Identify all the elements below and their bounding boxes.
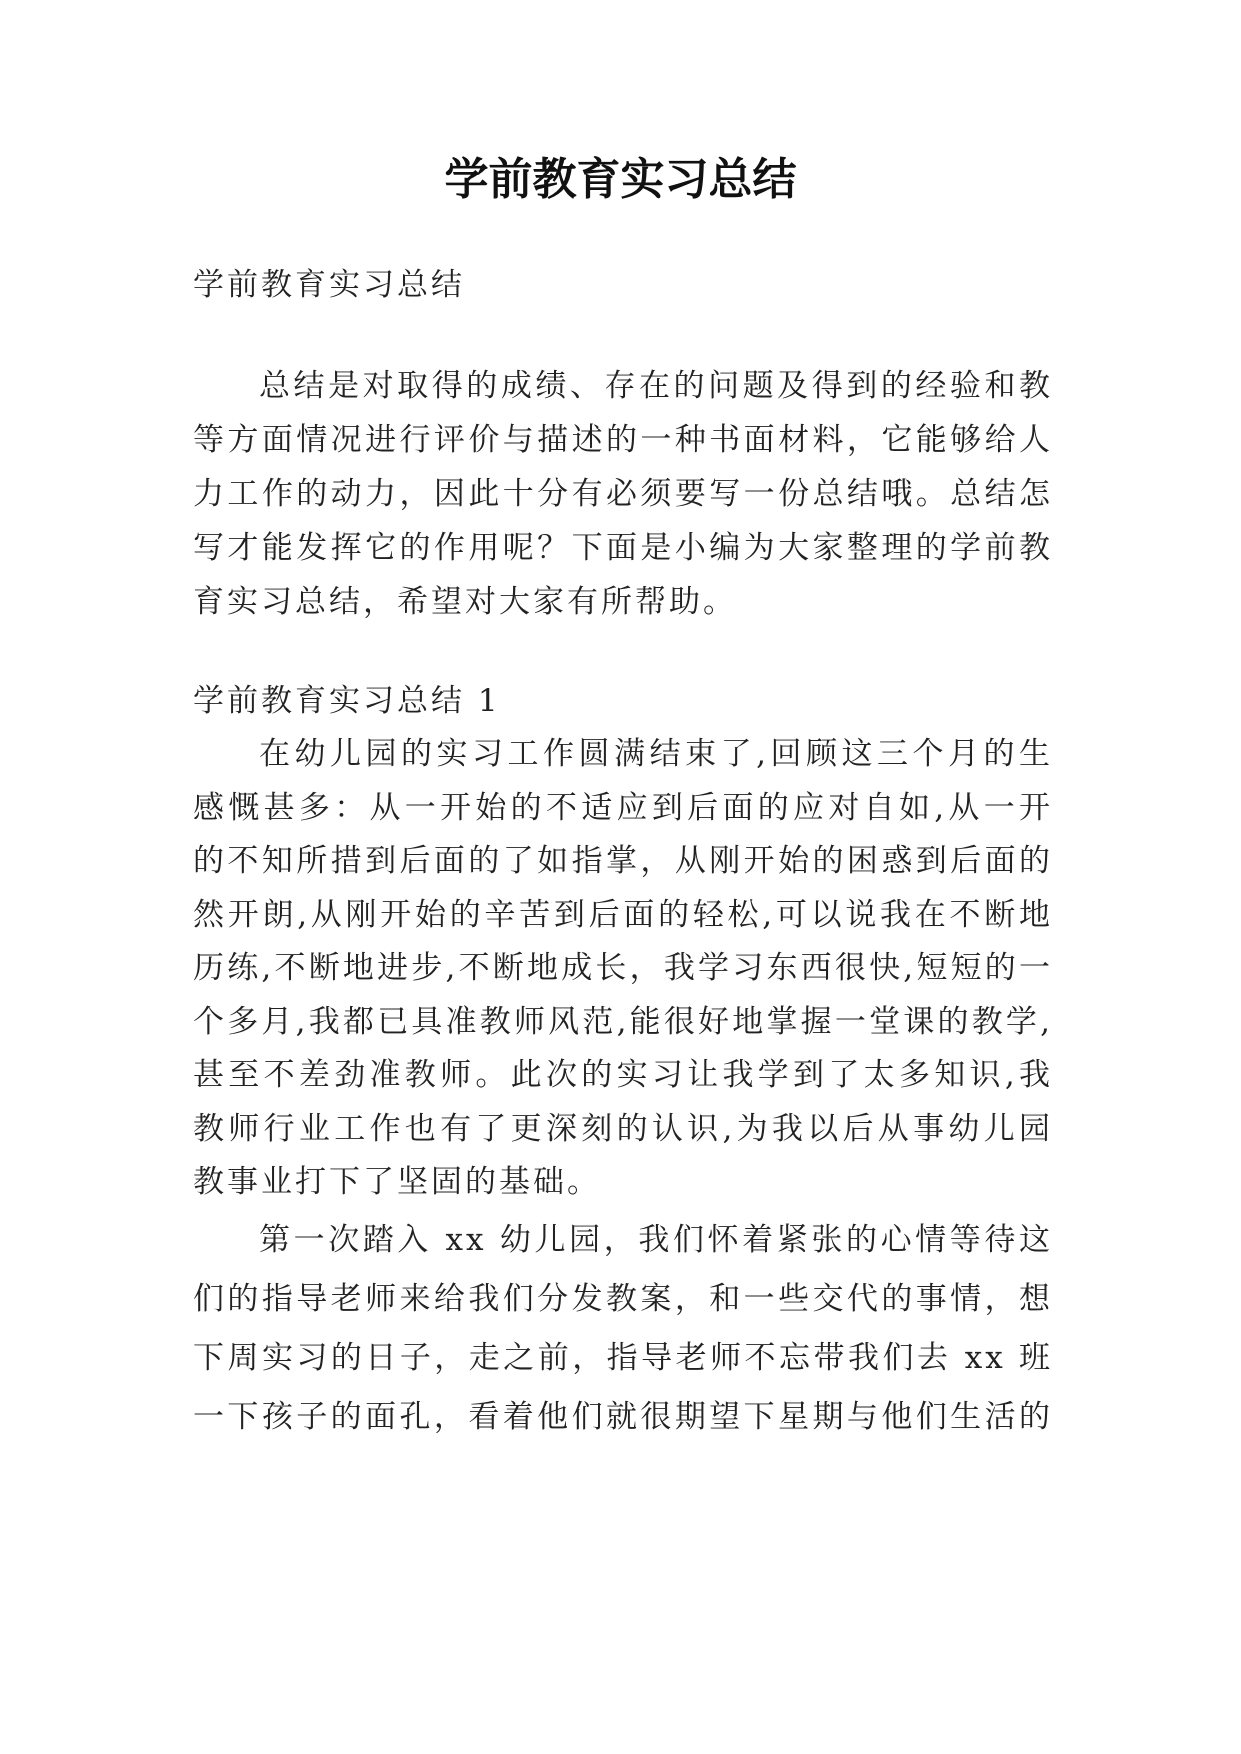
para1-line: 历练,不断地进步,不断地成长，我学习东西很快,短短的一 <box>193 950 1053 986</box>
para1-line: 感慨甚多：从一开始的不适应到后面的应对自如,从一开 <box>193 790 1053 826</box>
page-title: 学前教育实习总结 <box>444 154 797 205</box>
para2-line: 下周实习的日子，走之前，指导老师不忘带我们去 xx 班 <box>193 1340 1053 1376</box>
para1-line: 在幼儿园的实习工作圆满结束了,回顾这三个月的生 <box>259 736 1053 772</box>
section-heading: 学前教育实习总结 1 <box>193 683 501 719</box>
para1-line: 个多月,我都已具准教师风范,能很好地掌握一堂课的教学, <box>193 1004 1053 1040</box>
para1-line: 教事业打下了坚固的基础。 <box>193 1164 601 1200</box>
para2-line: 们的指导老师来给我们分发教案，和一些交代的事情，想 <box>193 1281 1053 1317</box>
para2-line: 第一次踏入 xx 幼儿园，我们怀着紧张的心情等待这 <box>259 1222 1053 1258</box>
para2-line: 一下孩子的面孔，看着他们就很期望下星期与他们生活的 <box>193 1399 1053 1435</box>
intro-line: 力工作的动力，因此十分有必须要写一份总结哦。总结怎 <box>193 476 1053 512</box>
intro-line: 育实习总结，希望对大家有所帮助。 <box>193 584 737 620</box>
para1-line: 然开朗,从刚开始的辛苦到后面的轻松,可以说我在不断地 <box>193 897 1053 933</box>
intro-line: 写才能发挥它的作用呢？下面是小编为大家整理的学前教 <box>193 530 1053 566</box>
subtitle: 学前教育实习总结 <box>193 267 465 303</box>
para1-line: 甚至不差劲准教师。此次的实习让我学到了太多知识,我 <box>193 1057 1053 1093</box>
para1-line: 教师行业工作也有了更深刻的认识,为我以后从事幼儿园 <box>193 1111 1053 1147</box>
intro-line: 等方面情况进行评价与描述的一种书面材料，它能够给人 <box>193 422 1053 458</box>
intro-line: 总结是对取得的成绩、存在的问题及得到的经验和教 <box>259 368 1053 404</box>
para1-line: 的不知所措到后面的了如指掌，从刚开始的困惑到后面的 <box>193 843 1053 879</box>
